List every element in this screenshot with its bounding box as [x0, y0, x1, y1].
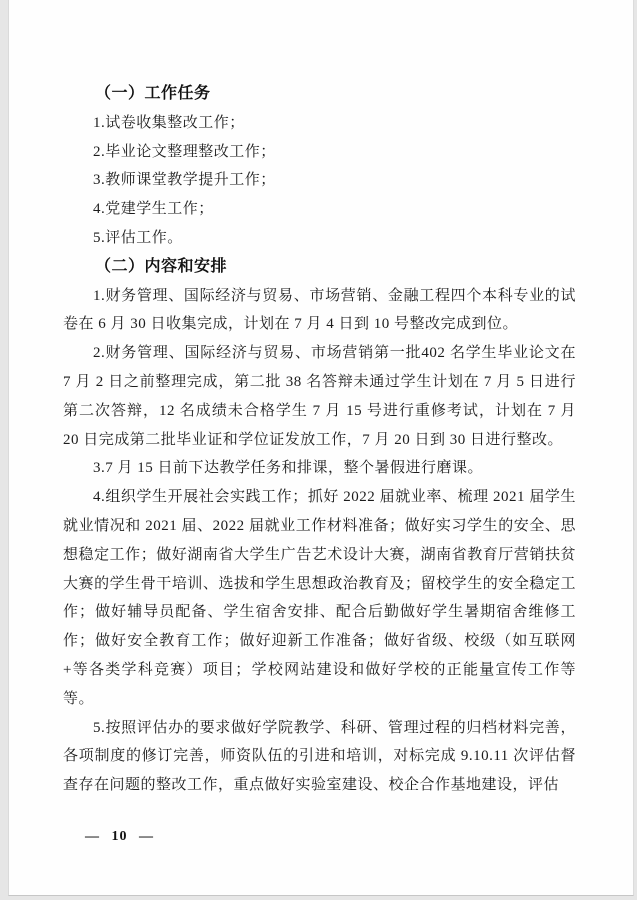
task-item-4: 4.党建学生工作； [93, 201, 214, 218]
task-item-3: 3.教师课堂教学提升工作； [93, 172, 276, 189]
task-item-1: 1.试卷收集整改工作； [93, 114, 245, 131]
page-number: — 10 — [85, 829, 154, 844]
paragraph-2: 2.财务管理、国际经济与贸易、市场营销第一批402 名学生毕业论文在 7 月 2 日之前整理完成，第二批 38 名答辩未通过学生计划在 7 月 5 日进行第二次答辩，12 名成绩未合格学生 7 月 15 号进行重修考试，计划在 7 月 20 日完成第二批毕业证和学位证发放工作，7 月 20 日到 30 日进行整改。 [63, 345, 576, 448]
document-page [8, 0, 634, 896]
paragraph-5: 5.按照评估办的要求做好学院教学、科研、管理过程的归档材料完善，各项制度的修订完善，师资队伍的引进和培训，对标完成 9.10.11 次评估督查存在问题的整改工作，重点做好实验室建设、校企合作基地建设，评估 [63, 719, 576, 794]
task-item-5: 5.评估工作。 [93, 229, 183, 246]
document-content [9, 0, 633, 800]
section-heading-work-tasks: （一）工作任务 [95, 85, 211, 102]
task-item-2: 2.毕业论文整理整改工作； [93, 143, 276, 160]
paragraph-1: 1.财务管理、国际经济与贸易、市场营销、金融工程四个本科专业的试卷在 6 月 30 日收集完成，计划在 7 月 4 日到 10 号整改完成到位。 [63, 287, 576, 333]
paragraph-3: 3.7 月 15 日前下达教学任务和排课，整个暑假进行磨课。 [93, 460, 484, 477]
paragraph-4: 4.组织学生开展社会实践工作；抓好 2022 届就业率、梳理 2021 届学生就业情况和 2021 届、2022 届就业工作材料准备；做好实习学生的安全、思想稳定工作；做好湖南省大学生广告艺术设计大赛，湖南省教育厅营销扶贫大赛的学生骨干培训、选拔和学生思想政治教育及；留校学生的安全稳定工作；做好辅导员配备、学生宿舍安排、配合后勤做好学生暑期宿舍维修工作；做好安全教育工作；做好迎新工作准备；做好省级、校级（如互联网+等各类学科竞赛）项目；学校网站建设和做好学校的正能量宣传工作等等。 [63, 489, 576, 707]
section-heading-content-arrangement: （二）内容和安排 [95, 257, 228, 275]
